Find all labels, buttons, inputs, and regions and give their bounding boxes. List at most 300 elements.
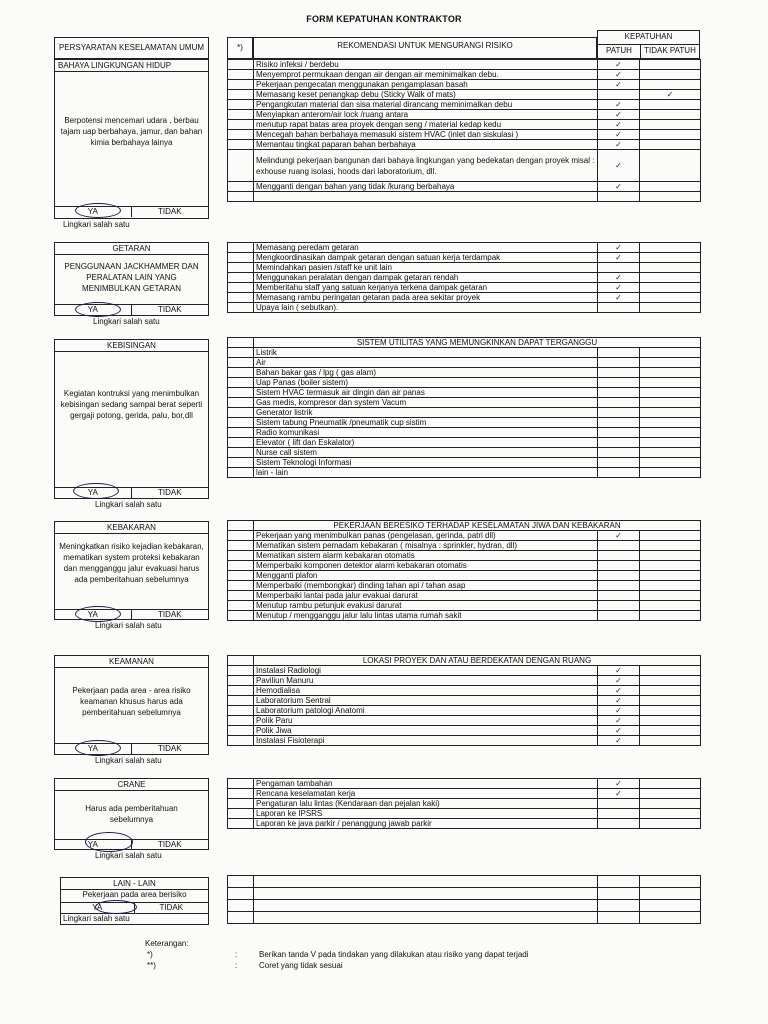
tidak-patuh-check[interactable]: ✓ bbox=[640, 90, 701, 100]
star-cell[interactable] bbox=[228, 819, 254, 829]
tidak-patuh-check[interactable] bbox=[640, 912, 701, 924]
yes-option[interactable]: YA bbox=[55, 610, 132, 620]
circle-instruction: Lingkari salah satu bbox=[95, 500, 162, 509]
patuh-check[interactable] bbox=[598, 551, 640, 561]
patuh-check[interactable]: ✓ bbox=[598, 243, 640, 253]
circle-instruction-row bbox=[61, 913, 208, 925]
star-cell[interactable] bbox=[228, 912, 254, 924]
tidak-patuh-check[interactable] bbox=[640, 696, 701, 706]
no-option[interactable]: TIDAK bbox=[159, 903, 184, 912]
patuh-check[interactable]: ✓ bbox=[598, 253, 640, 263]
table-utilitas bbox=[227, 337, 701, 478]
tidak-patuh-check[interactable] bbox=[640, 900, 701, 912]
table-row bbox=[228, 876, 701, 888]
patuh-check[interactable] bbox=[598, 90, 640, 100]
section-description: Pekerjaan pada area - area risiko keamanan khusus harus ada pemberitahuan sebelumnya bbox=[72, 686, 191, 717]
tidak-patuh-check[interactable] bbox=[640, 561, 701, 571]
recommendation-text: Generator listrik bbox=[254, 408, 598, 418]
table-row bbox=[228, 150, 701, 182]
patuh-check[interactable]: ✓ bbox=[598, 273, 640, 283]
star-cell[interactable] bbox=[228, 888, 254, 900]
star-cell[interactable] bbox=[228, 591, 254, 601]
recommendation-text: Memperbaiki lantai pada jalur evakuai darurat bbox=[254, 591, 598, 601]
header-tidak-patuh: TIDAK PATUH bbox=[644, 46, 696, 55]
recommendation-text: Laporan ke java parkir / penanggung jawab parkir bbox=[254, 819, 598, 829]
patuh-check[interactable] bbox=[598, 581, 640, 591]
table-row bbox=[228, 418, 701, 428]
tidak-patuh-check[interactable] bbox=[640, 398, 701, 408]
recommendation-text: lain - lain bbox=[254, 468, 598, 478]
section-description: Kegiatan kontruksi yang menimbulkan kebisingan sedang sampai berat seperti gergaji potong, gerida, palu, bor,dll bbox=[60, 389, 203, 420]
tidak-patuh-check[interactable] bbox=[640, 140, 701, 150]
tidak-patuh-check[interactable] bbox=[640, 706, 701, 716]
ya-circle-mark bbox=[75, 740, 121, 756]
patuh-check[interactable] bbox=[598, 468, 640, 478]
tidak-patuh-check[interactable] bbox=[640, 293, 701, 303]
patuh-check[interactable] bbox=[598, 408, 640, 418]
tidak-patuh-check[interactable] bbox=[640, 428, 701, 438]
star-cell[interactable] bbox=[228, 551, 254, 561]
recommendation-text: Polik Paru bbox=[254, 716, 598, 726]
star-cell[interactable] bbox=[228, 303, 254, 313]
note-sep: : bbox=[235, 961, 238, 970]
recommendation-text: Laboratorium patologi Anatomi bbox=[254, 706, 598, 716]
tidak-patuh-check[interactable] bbox=[640, 601, 701, 611]
patuh-check[interactable] bbox=[598, 799, 640, 809]
patuh-check[interactable] bbox=[598, 888, 640, 900]
yes-option[interactable]: YA bbox=[61, 903, 135, 913]
star-cell[interactable] bbox=[228, 448, 254, 458]
star-cell[interactable] bbox=[228, 428, 254, 438]
star-cell[interactable] bbox=[228, 90, 254, 100]
star-cell[interactable] bbox=[228, 581, 254, 591]
tidak-patuh-check[interactable] bbox=[640, 418, 701, 428]
star-cell[interactable] bbox=[228, 243, 254, 253]
table-row bbox=[228, 531, 701, 541]
ya-circle-mark bbox=[75, 203, 121, 218]
star-cell[interactable] bbox=[228, 60, 254, 70]
tidak-patuh-check[interactable] bbox=[640, 120, 701, 130]
recommendation-text: Sistem Teknologi Informasi bbox=[254, 458, 598, 468]
notes-heading: Keterangan: bbox=[145, 939, 189, 948]
tidak-patuh-check[interactable] bbox=[640, 80, 701, 90]
star-cell[interactable] bbox=[228, 438, 254, 448]
tidak-patuh-check[interactable] bbox=[640, 368, 701, 378]
notes bbox=[145, 938, 665, 971]
patuh-check[interactable] bbox=[598, 819, 640, 829]
patuh-check[interactable] bbox=[598, 601, 640, 611]
note-row bbox=[145, 949, 665, 960]
patuh-check[interactable]: ✓ bbox=[598, 60, 640, 70]
recommendation-text bbox=[254, 912, 598, 924]
tidak-patuh-check[interactable] bbox=[640, 799, 701, 809]
tidak-patuh-check[interactable] bbox=[640, 388, 701, 398]
table-row bbox=[228, 130, 701, 140]
star-cell[interactable] bbox=[228, 130, 254, 140]
tidak-patuh-check[interactable] bbox=[640, 150, 701, 182]
recommendation-text: Pekerjaan pengecatan menggunakan pengamplasan basah bbox=[254, 80, 598, 90]
tidak-patuh-check[interactable] bbox=[640, 130, 701, 140]
tidak-patuh-check[interactable] bbox=[640, 716, 701, 726]
star-cell[interactable] bbox=[228, 601, 254, 611]
table-row bbox=[228, 591, 701, 601]
star-cell[interactable] bbox=[228, 140, 254, 150]
ya-circle-mark bbox=[75, 606, 121, 622]
patuh-check[interactable] bbox=[598, 591, 640, 601]
header-col2 bbox=[227, 37, 253, 59]
section-title: CRANE bbox=[55, 779, 208, 791]
recommendation-text: Mengkoordinasikan dampak getaran dengan satuan kerja terdampak bbox=[254, 253, 598, 263]
section-description: Pekerjaan pada area berisiko bbox=[82, 890, 187, 899]
patuh-check[interactable] bbox=[598, 541, 640, 551]
star-cell[interactable] bbox=[228, 378, 254, 388]
patuh-check[interactable]: ✓ bbox=[598, 140, 640, 150]
recommendation-text: Pekerjaan yang menimbulkan panas (pengelasan, gerinda, patri dll) bbox=[254, 531, 598, 541]
recommendation-text: Polik Jiwa bbox=[254, 726, 598, 736]
table-row bbox=[228, 388, 701, 398]
tidak-patuh-check[interactable] bbox=[640, 100, 701, 110]
patuh-check[interactable] bbox=[598, 368, 640, 378]
tidak-patuh-check[interactable] bbox=[640, 378, 701, 388]
star-cell[interactable] bbox=[228, 408, 254, 418]
note-text: Berikan tanda V pada tindakan yang dilakukan atau risiko yang dapat terjadi bbox=[259, 950, 529, 959]
section-title: KEBISINGAN bbox=[55, 340, 208, 352]
star-cell[interactable] bbox=[228, 182, 254, 192]
star-cell[interactable] bbox=[228, 809, 254, 819]
star-cell[interactable] bbox=[228, 876, 254, 888]
tidak-patuh-check[interactable] bbox=[640, 779, 701, 789]
patuh-check[interactable]: ✓ bbox=[598, 100, 640, 110]
recommendation-text: Mengganti dengan bahan yang tidak /kurang berbahaya bbox=[254, 182, 598, 192]
tidak-patuh-check[interactable] bbox=[640, 541, 701, 551]
patuh-check[interactable] bbox=[598, 448, 640, 458]
patuh-check[interactable]: ✓ bbox=[598, 666, 640, 676]
star-cell[interactable] bbox=[228, 358, 254, 368]
table-row bbox=[228, 398, 701, 408]
yes-option[interactable]: YA bbox=[55, 744, 132, 754]
star-cell[interactable] bbox=[228, 571, 254, 581]
recommendation-text: Laboratorium Sentral bbox=[254, 696, 598, 706]
star-cell[interactable] bbox=[228, 398, 254, 408]
table-row bbox=[228, 428, 701, 438]
star-cell[interactable] bbox=[228, 726, 254, 736]
star-cell[interactable] bbox=[228, 468, 254, 478]
form-title: FORM KEPATUHAN KONTRAKTOR bbox=[306, 14, 462, 24]
patuh-check[interactable]: ✓ bbox=[598, 686, 640, 696]
note-key: *) bbox=[147, 950, 153, 959]
star-cell[interactable] bbox=[228, 388, 254, 398]
star-cell[interactable] bbox=[228, 348, 254, 358]
star-cell[interactable] bbox=[228, 716, 254, 726]
star-cell[interactable] bbox=[228, 293, 254, 303]
tidak-patuh-check[interactable] bbox=[640, 551, 701, 561]
ya-circle-mark bbox=[95, 900, 137, 914]
star-cell[interactable] bbox=[228, 531, 254, 541]
table-row bbox=[228, 273, 701, 283]
patuh-check[interactable] bbox=[598, 438, 640, 448]
tidak-patuh-check[interactable] bbox=[640, 273, 701, 283]
star-cell[interactable] bbox=[228, 110, 254, 120]
star-cell[interactable] bbox=[228, 80, 254, 90]
recommendation-text: Mencegah bahan berbahaya memasuki sistem HVAC (inlet dan siskulasi ) bbox=[254, 130, 598, 140]
star-cell[interactable] bbox=[228, 100, 254, 110]
star-cell[interactable] bbox=[228, 686, 254, 696]
table-lain-lain bbox=[227, 875, 701, 924]
tidak-patuh-check[interactable] bbox=[640, 611, 701, 621]
patuh-check[interactable]: ✓ bbox=[598, 531, 640, 541]
patuh-check[interactable] bbox=[598, 348, 640, 358]
tidak-patuh-check[interactable] bbox=[640, 110, 701, 120]
section-crane bbox=[54, 778, 209, 860]
table-row bbox=[228, 448, 701, 458]
tidak-patuh-check[interactable] bbox=[640, 253, 701, 263]
section-description: Meningkatkan risiko kejadian kebakaran, mematikan system proteksi kebakaran dan mengganggu jalur evakuasi harus ada pemberitahuan sebelumnya bbox=[59, 542, 204, 584]
patuh-check[interactable] bbox=[598, 388, 640, 398]
tidak-patuh-check[interactable] bbox=[640, 243, 701, 253]
patuh-check[interactable] bbox=[598, 571, 640, 581]
patuh-check[interactable]: ✓ bbox=[598, 70, 640, 80]
recommendation-text: Memperbaiki komponen detektor alarm kebakaran otomatis bbox=[254, 561, 598, 571]
tidak-patuh-check[interactable] bbox=[640, 263, 701, 273]
tidak-patuh-check[interactable] bbox=[640, 581, 701, 591]
table-row bbox=[228, 789, 701, 799]
table-row bbox=[228, 716, 701, 726]
patuh-check[interactable] bbox=[598, 912, 640, 924]
star-cell[interactable] bbox=[228, 696, 254, 706]
tidak-patuh-check[interactable] bbox=[640, 531, 701, 541]
recommendation-text: Uap Panas (boiler sistem) bbox=[254, 378, 598, 388]
patuh-check[interactable]: ✓ bbox=[598, 696, 640, 706]
tidak-patuh-check[interactable] bbox=[640, 819, 701, 829]
patuh-check[interactable]: ✓ bbox=[598, 706, 640, 716]
section-description: Berpotensi mencemari udara , berbau tajam uap berbahaya, jamur, dan bahan kimia berbahaya lainya bbox=[60, 116, 203, 147]
patuh-check[interactable]: ✓ bbox=[598, 293, 640, 303]
table-row bbox=[228, 581, 701, 591]
recommendation-text: Menggunakan peralatan dengan dampak getaran rendah bbox=[254, 273, 598, 283]
tidak-patuh-check[interactable] bbox=[640, 726, 701, 736]
tidak-patuh-check[interactable] bbox=[640, 358, 701, 368]
no-option[interactable]: TIDAK bbox=[157, 305, 182, 314]
table-row bbox=[228, 676, 701, 686]
no-option[interactable]: TIDAK bbox=[157, 207, 182, 216]
patuh-check[interactable] bbox=[598, 428, 640, 438]
table-row bbox=[228, 90, 701, 100]
star-cell[interactable] bbox=[228, 263, 254, 273]
star-cell[interactable] bbox=[228, 418, 254, 428]
recommendation-text: Mematikan sistem alarm kebakaran otomatis bbox=[254, 551, 598, 561]
table-row bbox=[228, 611, 701, 621]
circle-instruction: Lingkari salah satu bbox=[63, 914, 130, 923]
tidak-patuh-check[interactable] bbox=[640, 438, 701, 448]
tidak-patuh-check[interactable] bbox=[640, 192, 701, 202]
recommendation-text: Paviliun Manuru bbox=[254, 676, 598, 686]
star-cell[interactable] bbox=[228, 666, 254, 676]
table-row bbox=[228, 80, 701, 90]
recommendation-text: Gas medis, kompresor dan system Vacum bbox=[254, 398, 598, 408]
no-option[interactable]: TIDAK bbox=[157, 610, 182, 619]
patuh-check[interactable]: ✓ bbox=[598, 182, 640, 192]
tidak-patuh-check[interactable] bbox=[640, 809, 701, 819]
recommendation-text: Mengganti plafon bbox=[254, 571, 598, 581]
table-lokasi-title: LOKASI PROYEK DAN ATAU BERDEKATAN DENGAN RUANG bbox=[254, 656, 701, 666]
table-row bbox=[228, 468, 701, 478]
patuh-check[interactable]: ✓ bbox=[598, 736, 640, 746]
no-option[interactable]: TIDAK bbox=[157, 840, 182, 849]
star-cell[interactable] bbox=[228, 789, 254, 799]
star-cell[interactable] bbox=[228, 120, 254, 130]
yes-option[interactable]: YA bbox=[55, 207, 132, 217]
section-title: BAHAYA LINGKUNGAN HIDUP bbox=[55, 60, 208, 72]
table-row bbox=[228, 888, 701, 900]
section-title: KEAMANAN bbox=[55, 656, 208, 668]
patuh-check[interactable] bbox=[598, 303, 640, 313]
section-getaran bbox=[54, 242, 209, 326]
star-cell[interactable] bbox=[228, 368, 254, 378]
section-title: KEBAKARAN bbox=[55, 522, 208, 534]
star-cell[interactable] bbox=[228, 900, 254, 912]
tidak-patuh-check[interactable] bbox=[640, 60, 701, 70]
table-row bbox=[228, 253, 701, 263]
table-row bbox=[228, 666, 701, 676]
star-cell[interactable] bbox=[228, 70, 254, 80]
star-cell[interactable] bbox=[228, 779, 254, 789]
recommendation-text bbox=[254, 900, 598, 912]
table-row bbox=[228, 303, 701, 313]
patuh-check[interactable] bbox=[598, 378, 640, 388]
table-row bbox=[228, 601, 701, 611]
recommendation-text: Menyiapkan anterom/air lock /ruang antara bbox=[254, 110, 598, 120]
table-getaran bbox=[227, 242, 701, 313]
tidak-patuh-check[interactable] bbox=[640, 448, 701, 458]
patuh-check[interactable] bbox=[598, 358, 640, 368]
table-lokasi bbox=[227, 655, 701, 746]
table-row bbox=[228, 70, 701, 80]
star-cell[interactable] bbox=[228, 458, 254, 468]
recommendation-text: Sistem tabung Pneumatik /pneumatik cup sistim bbox=[254, 418, 598, 428]
recommendation-text: Menutup / mengganggu jalur lalu lintas utama rumah sakit bbox=[254, 611, 598, 621]
circle-instruction: Lingkari salah satu bbox=[95, 621, 162, 630]
tidak-patuh-check[interactable] bbox=[640, 182, 701, 192]
recommendation-text: Elevator ( lift dan Eskalator) bbox=[254, 438, 598, 448]
patuh-check[interactable]: ✓ bbox=[598, 716, 640, 726]
header-rekomendasi: REKOMENDASI UNTUK MENGURANGI RISIKO bbox=[337, 41, 513, 50]
yes-option[interactable]: YA bbox=[55, 305, 132, 315]
recommendation-text: Laporan ke IPSRS bbox=[254, 809, 598, 819]
tidak-patuh-check[interactable] bbox=[640, 408, 701, 418]
tidak-patuh-check[interactable] bbox=[640, 571, 701, 581]
tidak-patuh-check[interactable] bbox=[640, 876, 701, 888]
star-cell[interactable] bbox=[228, 253, 254, 263]
tidak-patuh-check[interactable] bbox=[640, 686, 701, 696]
tidak-patuh-check[interactable] bbox=[640, 888, 701, 900]
recommendation-text: Sistem HVAC termasuk air dingin dan air panas bbox=[254, 388, 598, 398]
patuh-check[interactable]: ✓ bbox=[598, 283, 640, 293]
table-row bbox=[228, 348, 701, 358]
recommendation-text: Pengangkutan material dan sisa material dirancang meminimalkan debu bbox=[254, 100, 598, 110]
tidak-patuh-check[interactable] bbox=[640, 736, 701, 746]
recommendation-text: Instalasi Fisioterapi bbox=[254, 736, 598, 746]
tidak-patuh-check[interactable] bbox=[640, 676, 701, 686]
ya-circle-mark bbox=[75, 302, 121, 317]
patuh-check[interactable] bbox=[598, 900, 640, 912]
table-row bbox=[228, 458, 701, 468]
patuh-check[interactable] bbox=[598, 398, 640, 408]
patuh-check[interactable] bbox=[598, 611, 640, 621]
ya-circle-mark bbox=[85, 832, 133, 852]
table-row bbox=[228, 408, 701, 418]
star-cell[interactable] bbox=[228, 273, 254, 283]
table-lingkungan bbox=[227, 59, 701, 202]
yes-option[interactable]: YA bbox=[55, 840, 132, 850]
patuh-check[interactable] bbox=[598, 876, 640, 888]
patuh-check[interactable]: ✓ bbox=[598, 789, 640, 799]
yes-option[interactable]: YA bbox=[55, 488, 132, 498]
patuh-check[interactable]: ✓ bbox=[598, 726, 640, 736]
patuh-check[interactable] bbox=[598, 561, 640, 571]
star-cell[interactable] bbox=[228, 799, 254, 809]
tidak-patuh-check[interactable] bbox=[640, 666, 701, 676]
star-cell[interactable] bbox=[228, 736, 254, 746]
patuh-check[interactable]: ✓ bbox=[598, 130, 640, 140]
star-cell[interactable] bbox=[228, 541, 254, 551]
note-sep: : bbox=[235, 950, 238, 959]
star-cell[interactable] bbox=[228, 676, 254, 686]
patuh-check[interactable]: ✓ bbox=[598, 779, 640, 789]
star-cell[interactable] bbox=[228, 192, 254, 202]
patuh-check[interactable]: ✓ bbox=[598, 676, 640, 686]
table-row bbox=[228, 736, 701, 746]
table-row bbox=[228, 912, 701, 924]
patuh-check[interactable]: ✓ bbox=[598, 150, 640, 182]
tidak-patuh-check[interactable] bbox=[640, 348, 701, 358]
patuh-check[interactable]: ✓ bbox=[598, 80, 640, 90]
patuh-check[interactable] bbox=[598, 458, 640, 468]
patuh-check[interactable] bbox=[598, 809, 640, 819]
star-cell[interactable] bbox=[228, 150, 254, 182]
section-title: GETARAN bbox=[55, 243, 208, 255]
star-cell[interactable] bbox=[228, 611, 254, 621]
patuh-check[interactable] bbox=[598, 192, 640, 202]
recommendation-text: Risiko infeksi / berdebu bbox=[254, 60, 598, 70]
patuh-check[interactable] bbox=[598, 418, 640, 428]
table-row bbox=[228, 779, 701, 789]
recommendation-text: Memantau tingkat paparan bahan berbahaya bbox=[254, 140, 598, 150]
circle-instruction: Lingkari salah satu bbox=[63, 220, 130, 229]
tidak-patuh-check[interactable] bbox=[640, 303, 701, 313]
tidak-patuh-check[interactable] bbox=[640, 468, 701, 478]
patuh-check[interactable]: ✓ bbox=[598, 120, 640, 130]
tidak-patuh-check[interactable] bbox=[640, 789, 701, 799]
note-key: **) bbox=[147, 961, 156, 970]
tidak-patuh-check[interactable] bbox=[640, 591, 701, 601]
patuh-check[interactable]: ✓ bbox=[598, 110, 640, 120]
no-option[interactable]: TIDAK bbox=[157, 488, 182, 497]
circle-instruction: Lingkari salah satu bbox=[95, 756, 162, 765]
no-option[interactable]: TIDAK bbox=[157, 744, 182, 753]
recommendation-text: Pengaturan lalu lintas (Kendaraan dan pejalan kaki) bbox=[254, 799, 598, 809]
tidak-patuh-check[interactable] bbox=[640, 283, 701, 293]
table-row bbox=[228, 192, 701, 202]
star-cell[interactable] bbox=[228, 706, 254, 716]
tidak-patuh-check[interactable] bbox=[640, 70, 701, 80]
star-cell[interactable] bbox=[228, 283, 254, 293]
section-keamanan bbox=[54, 655, 209, 765]
tidak-patuh-check[interactable] bbox=[640, 458, 701, 468]
star-cell[interactable] bbox=[228, 561, 254, 571]
header-patuh: PATUH bbox=[598, 44, 641, 58]
patuh-check[interactable] bbox=[598, 263, 640, 273]
ya-circle-mark bbox=[73, 483, 119, 499]
